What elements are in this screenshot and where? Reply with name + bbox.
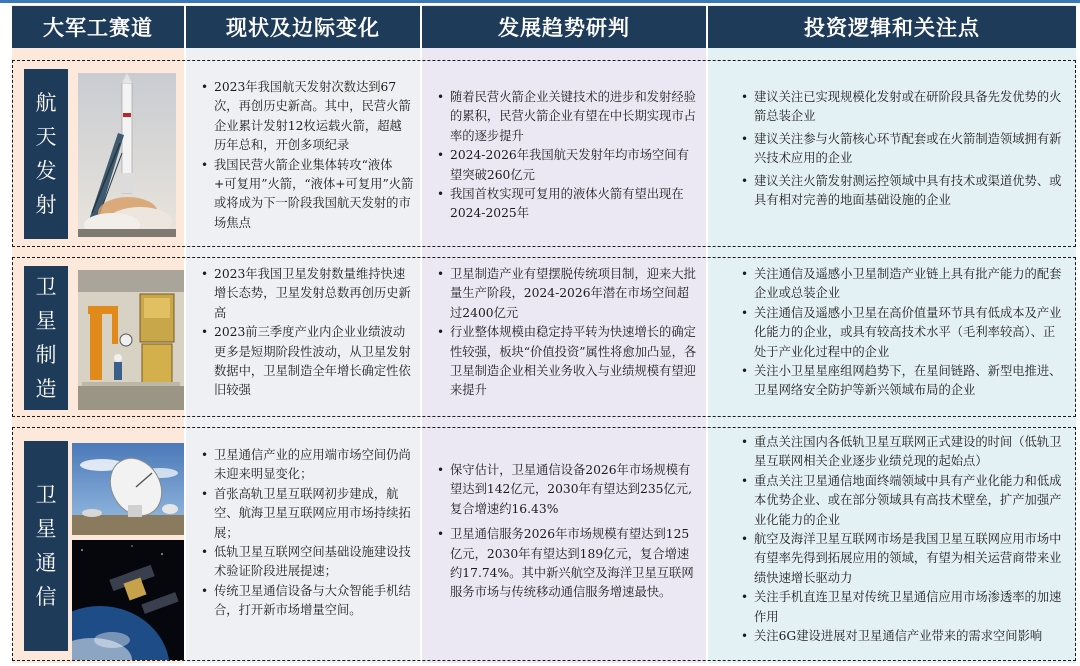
trend-cell-launch [432, 88, 698, 224]
list-item: • 2023年我国航天发射次数达到67次，再创历史新高。其中，民营火箭企业累计发射12枚运载火箭，超越历年总和，开创多项纪录 [214, 78, 414, 156]
list-item: • 我国首枚实现可复用的液体火箭有望出现在2024-2025年 [450, 185, 698, 224]
status-cell-manufacturing [196, 265, 414, 401]
list-item: • 建议关注火箭发射测运控领域中具有技术或渠道优势、或具有相对完善的地面基础设施的企业 [754, 172, 1066, 211]
list-item: • 传统卫星通信设备与大众智能手机结合，打开新市场增量空间。 [214, 582, 414, 621]
list-item: • 卫星制造产业有望摆脱传统项目制，迎来大批量生产阶段，2024-2026年潜在市场空间超过2400亿元 [450, 265, 698, 323]
list-item: • 我国民营火箭企业集体转攻“液体+可复用”火箭，“液体+可复用”火箭或将成为下一阶段我国航天发射的市场焦点 [214, 156, 414, 234]
list-item: • 建议关注参与火箭核心环节配套或在火箭制造领域拥有新兴技术应用的企业 [754, 130, 1066, 169]
satellite-dish-photo [72, 443, 184, 535]
satellite-orbit-photo [72, 540, 184, 660]
status-cell-launch [196, 78, 414, 233]
header-invest: 投资逻辑和关注点 [708, 6, 1076, 48]
list-item: • 航空及海洋卫星互联网市场是我国卫星互联网应用市场中有望率先得到拓展应用的领域，有望为相关运营商带来业绩快速增长驱动力 [754, 530, 1066, 588]
list-item: • 2023前三季度产业内企业业绩波动更多是短期阶段性波动，从卫星发射数据中，卫星制造全年增长确定性依旧较强 [214, 323, 414, 401]
list-item: • 首张高轨卫星互联网初步建成，航空、航海卫星互联网应用市场持续拓展； [214, 485, 414, 543]
list-item: • 卫星通信服务2026年市场规模有望达到125亿元，2030年有望达到189亿元，复合增速约17.74%。其中新兴航空及海洋卫星互联网服务市场与传统移动通信服务增速最快。 [450, 525, 698, 603]
top-accent-line [0, 0, 1080, 3]
list-item: • 关注小卫星星座组网趋势下，在星间链路、新型电推进、卫星网络安全防护等新兴领域布局的企业 [754, 362, 1066, 401]
header-trend: 发展趋势研判 [422, 6, 706, 48]
list-item: • 关注通信及遥感小卫星在高价值量环节具有低成本及产业化能力的企业，或具有较高技术水平（毛利率较高）、正处于产业化过程中的企业 [754, 304, 1066, 362]
header-status: 现状及边际变化 [186, 6, 420, 48]
list-item: • 卫星通信产业的应用端市场空间仍尚未迎来明显变化； [214, 446, 414, 485]
list-item: • 建议关注已实现规模化发射或在研阶段具备先发优势的火箭总装企业 [754, 88, 1066, 127]
list-item: • 行业整体规模由稳定持平转为快速增长的确定性较强，板块“价值投资”属性将愈加凸显，各卫星制造企业相关业务收入与业绩规模有望迎来提升 [450, 323, 698, 401]
list-item: • 关注通信及遥感小卫星制造产业链上具有批产能力的配套企业或总装企业 [754, 265, 1066, 304]
category-label-communication: 卫星通信 [24, 441, 68, 651]
trend-cell-manufacturing [432, 265, 698, 401]
list-item: • 保守估计，卫星通信设备2026年市场规模有望达到142亿元，2030年有望达到235亿元,复合增速约16.43% [450, 461, 698, 519]
list-item: • 重点关注卫星通信地面终端领域中具有产业化能力和低成本优势企业、或在部分领域具有高技术壁垒，扩产加强产业化能力的企业 [754, 472, 1066, 530]
invest-cell-manufacturing [736, 265, 1066, 401]
list-item: • 2023年我国卫星发射数量维持快速增长态势，卫星发射总数再创历史新高 [214, 265, 414, 323]
list-item: • 随着民营火箭企业关键技术的进步和发射经验的累积，民营火箭企业有望在中长期实现市占率的逐步提升 [450, 88, 698, 146]
list-item: • 低轨卫星互联网空间基础设施建设技术验证阶段进展提速； [214, 543, 414, 582]
status-cell-communication [196, 446, 414, 621]
category-label-launch: 航天发射 [24, 69, 68, 239]
category-label-manufacturing: 卫星制造 [24, 266, 68, 410]
list-item: • 关注6G建设进展对卫星通信产业带来的需求空间影响 [754, 627, 1066, 646]
list-item: • 2024-2026年我国航天发射年均市场空间有望突破260亿元 [450, 146, 698, 185]
header-category: 大军工赛道 [12, 6, 184, 48]
invest-cell-launch [736, 88, 1066, 210]
list-item: • 重点关注国内各低轨卫星互联网正式建设的时间（低轨卫星互联网相关企业逐步业绩兑现的起始点） [754, 433, 1066, 472]
satellite-assembly-photo [78, 270, 184, 410]
trend-cell-communication [432, 461, 698, 603]
invest-cell-communication [736, 433, 1066, 646]
rocket-launch-photo [78, 73, 176, 237]
list-item: • 关注手机直连卫星对传统卫星通信应用市场渗透率的加速作用 [754, 588, 1066, 627]
